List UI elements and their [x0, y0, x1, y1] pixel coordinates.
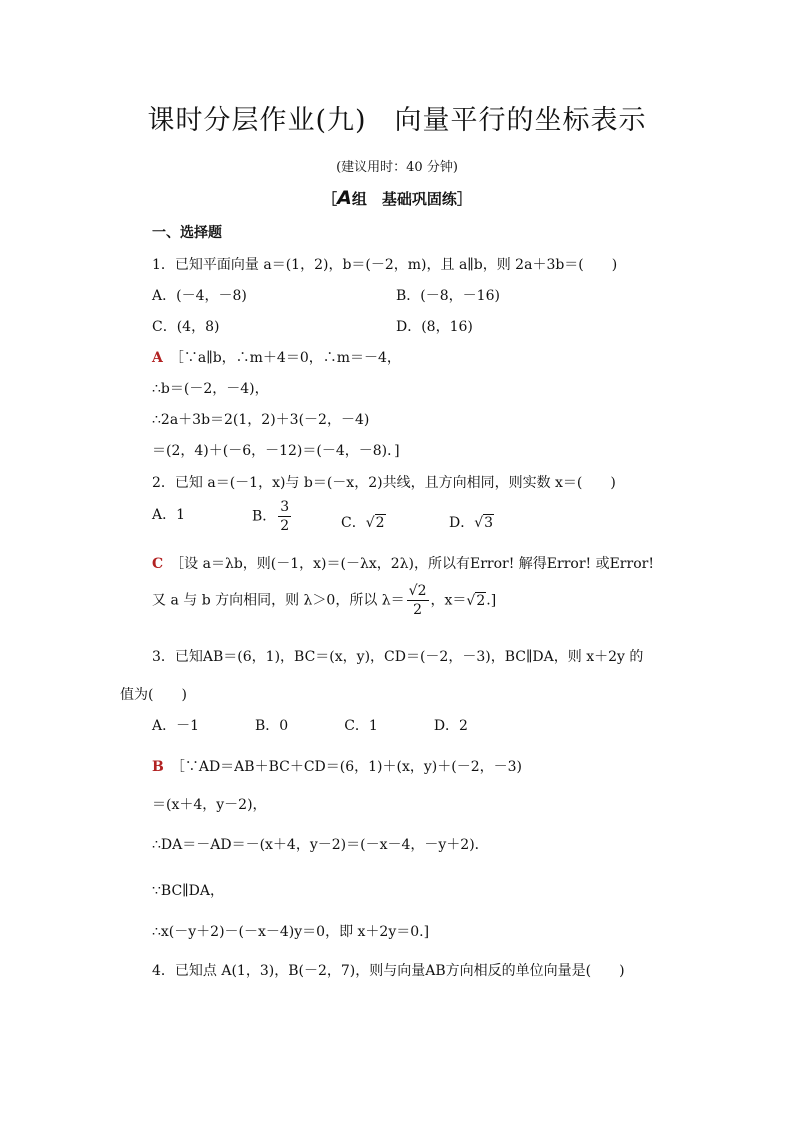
suggested-time: (建议用时：40 分钟) — [336, 160, 458, 175]
q2-solution-text-1: ［设 a＝λb，则(－1，x)＝(－λx，2λ)，所以有Error! 解得Error! 或Error! — [177, 556, 654, 572]
q3-stem-line-2: 值为( ) — [120, 687, 187, 703]
radicand: 2 — [476, 592, 486, 609]
q3-solution-line-5: ∴x(－y＋2)－(－x－4)y＝0，即 x＋2y＝0.] — [152, 924, 430, 940]
group-text: 组 基础巩固练］ — [351, 190, 472, 208]
q1-answer: A — [152, 350, 163, 366]
q2-option-b — [252, 500, 293, 533]
q3-solution-line-2: ＝(x＋4，y－2)， — [152, 797, 267, 813]
q1-solution-line-1 — [152, 347, 401, 367]
q2-option-d — [449, 512, 494, 532]
q3-solution-line-4: ∵BC∥DA， — [152, 883, 224, 899]
q1-option-c: C．(4，8) — [152, 319, 220, 335]
group-heading — [0, 187, 794, 209]
q2-solution-text-2b: ，x＝ — [430, 592, 467, 609]
q2-option-b-fraction — [278, 500, 291, 533]
q3-answer: B — [152, 759, 164, 775]
q2-solution-text-2c: .] — [486, 592, 497, 609]
q1-option-b: B．(－8，－16) — [396, 288, 500, 304]
q3-solution-line-3: ∴DA＝－AD＝－(x＋4，y－2)＝(－x－4，－y＋2)． — [152, 837, 489, 853]
q3-options: A．－1 B．0 C．1 D．2 — [152, 718, 468, 734]
q3-solution-line-1 — [152, 756, 522, 776]
fraction-denominator: 2 — [413, 602, 423, 618]
fraction-numerator: √2 — [408, 583, 427, 599]
radicand: 2 — [417, 583, 427, 599]
sqrt-symbol: √2 — [466, 592, 486, 609]
fraction-numerator: 3 — [280, 499, 290, 515]
q1-solution-line-4: ＝(2，4)＋(－6，－12)＝(－4，－8)．] — [152, 443, 400, 459]
q4-stem: 4．已知点 A(1，3)，B(－2，7)，则与向量AB方向相反的单位向量是( ) — [152, 963, 625, 979]
page-title: 课时分层作业(九) 向量平行的坐标表示 — [147, 105, 647, 136]
q1-solution-line-2: ∴b＝(－2，－4)， — [152, 381, 269, 397]
radicand: 3 — [484, 515, 494, 531]
section-heading: 一、选择题 — [152, 225, 222, 241]
q2-solution-fraction — [407, 584, 429, 617]
q2-option-a: A．1 — [152, 507, 186, 523]
radicand: 2 — [375, 515, 385, 531]
q3-stem-line-1: 3．已知AB＝(6，1)，BC＝(x，y)，CD＝(－2，－3)，BC∥DA，则 x＋2y 的 — [152, 649, 644, 665]
q2-solution-line-1 — [152, 553, 654, 573]
fraction-denominator: 2 — [280, 518, 290, 534]
q2-stem: 2．已知 a＝(－1，x)与 b＝(－x，2)共线，且方向相同，则实数 x＝( ) — [152, 475, 616, 491]
sqrt-symbol: √2 — [365, 515, 385, 531]
q2-option-b-prefix: B． — [252, 508, 277, 525]
q2-solution-text-2a: 又 a 与 b 方向相同，则 λ＞0，所以 λ＝ — [152, 592, 405, 609]
group-letter: A — [337, 187, 352, 209]
q3-solution-text-1: ［∵AD＝AB＋BC＋CD＝(6，1)＋(x，y)＋(－2，－3) — [177, 759, 522, 775]
q1-stem: 1．已知平面向量 a＝(1，2)，b＝(－2，m)，且 a∥b，则 2a＋3b＝( ) — [152, 257, 618, 273]
group-bracket: ［ — [322, 190, 338, 208]
q2-option-c-prefix: C． — [341, 515, 366, 531]
q1-option-a: A．(－4，－8) — [152, 288, 247, 304]
q1-option-d: D．(8，16) — [396, 319, 473, 335]
q2-answer: C — [152, 556, 164, 572]
sqrt-symbol: √3 — [474, 515, 494, 531]
q1-solution-text-1: ［∵a∥b，∴m＋4＝0，∴m＝－4， — [176, 350, 401, 366]
q2-option-c — [341, 512, 386, 532]
q2-option-d-prefix: D． — [449, 515, 475, 531]
q1-solution-line-3: ∴2a＋3b＝2(1，2)＋3(－2，－4) — [152, 412, 370, 428]
q2-solution-line-2 — [152, 584, 496, 617]
